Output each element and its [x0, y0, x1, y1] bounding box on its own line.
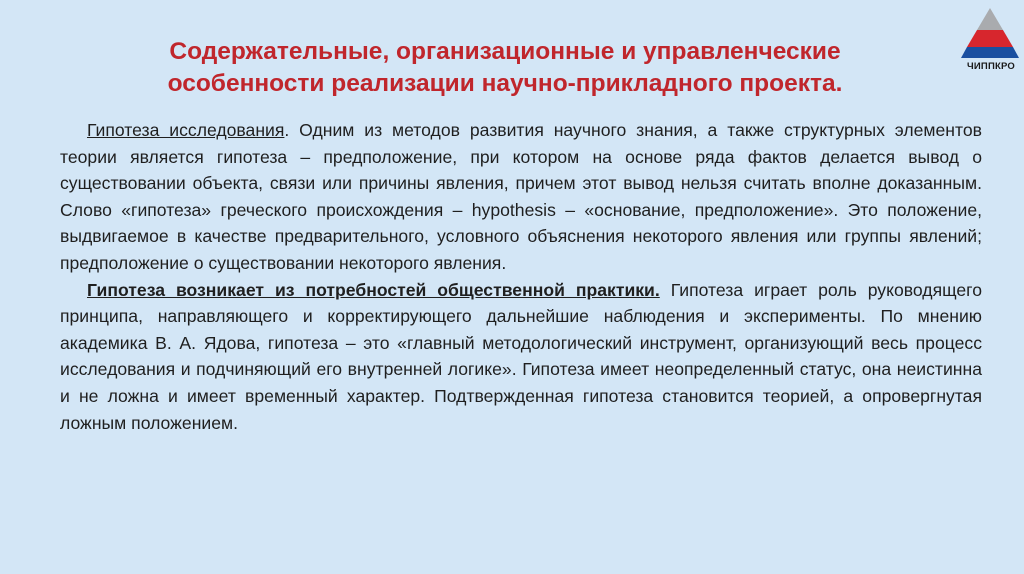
paragraph-hypothesis-practice [60, 277, 982, 437]
slide-title [60, 36, 950, 100]
paragraph-lead: Гипотеза возникает из потребностей общественной практики. [87, 279, 660, 300]
logo-bottom-band [961, 47, 1019, 58]
logo-top-triangle [977, 8, 1003, 30]
slide-title-line-1: Содержательные, организационные и управленческие [169, 38, 841, 65]
slide-body [60, 117, 982, 436]
logo-text: ЧИППКРО [967, 61, 1015, 72]
paragraph-lead: Гипотеза исследования [87, 120, 285, 140]
paragraph-text: Гипотеза играет роль руководящего принципа, направляющего и корректирующего дальнейшие наблюдения и эксперименты. По мнению академика В. А. Ядова, гипотеза – это «главный методологический инструмент, организующий весь процесс исследования и подчиняющий его внутренней логике». Гипотеза имеет неопределенный статус, она неистинна и не ложна и имеет временный характер. Подтвержденная гипотеза становится теорией, а опровергнутая ложным положением. [60, 279, 982, 433]
logo-middle-band [967, 30, 1013, 47]
paragraph-hypothesis-definition [60, 117, 982, 277]
slide-title-line-2: особенности реализации научно-прикладного проекта. [167, 70, 843, 97]
paragraph-text: . Одним из методов развития научного знания, а также структурных элементов теории является гипотеза – предположение, при котором на основе ряда фактов делается вывод о существовании объекта, связи или причины явления, причем этот вывод нельзя считать вполне доказанным. Слово «гипотеза» греческого происхождения – hypothesis – «основание, предположение». Это положение, выдвигаемое в качестве предварительного, условного объяснения некоторого явления или группы явлений; предположение о существовании некоторого явления. [60, 120, 982, 273]
